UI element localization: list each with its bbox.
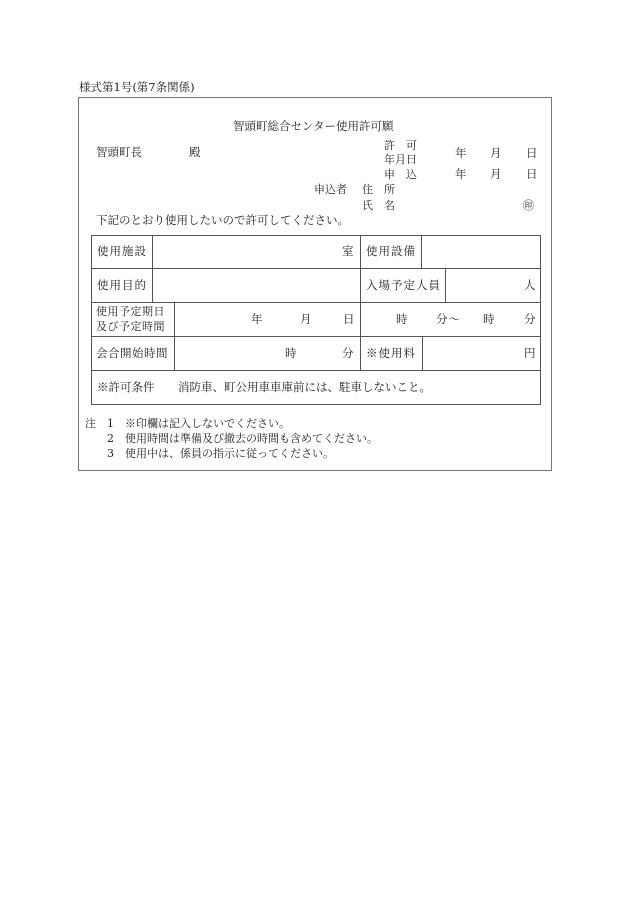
attendees-label: 入場予定人員 [366,278,441,292]
note-number: 3 [107,447,114,460]
addressee: 智頭町長 [96,145,142,159]
note-text: 使用時間は準備及び撤去の時間も含めてください。 [125,432,378,445]
permit-date-label-line2: 年月日 [384,153,417,166]
schedule-month-field[interactable]: 月 [300,312,313,326]
fee-label: ※使用料 [366,346,416,360]
purpose-label: 使用目的 [97,278,147,292]
application-month-field[interactable]: 月 [490,167,502,181]
application-date-label: 申 込 [384,168,417,181]
time-to-min-field[interactable]: 分 [524,312,537,326]
condition-label: ※許可条件 [97,380,155,394]
permit-year-field[interactable]: 年 [455,146,467,160]
form-number-label: 様式第1号(第7条関係) [79,80,195,94]
note-text: 使用中は、係員の指示に従ってください。 [125,447,334,460]
facility-unit: 室 [342,244,355,258]
time-from-min-field[interactable]: 分〜 [436,312,461,326]
time-to-hour-field[interactable]: 時 [483,312,496,326]
schedule-day-field[interactable]: 日 [343,312,356,326]
facility-label: 使用施設 [97,244,147,258]
seal-mark: ㊞ [523,199,534,212]
schedule-year-field[interactable]: 年 [251,312,264,326]
form-title: 智頭町総合センター使用許可願 [233,119,394,133]
facility-field[interactable] [153,236,360,268]
note-number: 2 [107,432,114,445]
equipment-label: 使用設備 [366,244,416,258]
note-text: ※印欄は記入しないでください。 [125,417,290,430]
permit-day-field[interactable]: 日 [526,146,538,160]
col-divider [174,302,175,370]
schedule-label-line2: 及び予定時間 [96,320,165,333]
application-year-field[interactable]: 年 [455,167,467,181]
equipment-field[interactable] [422,236,540,268]
start-min-field[interactable]: 分 [342,346,355,360]
honorific: 殿 [189,145,201,159]
fee-unit: 円 [524,346,537,360]
applicant-label: 申込者 [314,183,347,196]
condition-text: 消防車、町公用車車庫前には、駐車しないこと。 [178,380,431,394]
request-text: 下記のとおり使用したいので許可してください。 [96,213,349,227]
purpose-field[interactable] [153,269,360,302]
col-divider [360,235,361,370]
fee-field[interactable] [423,337,540,370]
permit-date-label-line1: 許 可 [384,139,417,152]
start-time-label: 会合開始時間 [96,346,168,360]
time-from-hour-field[interactable]: 時 [396,312,409,326]
application-day-field[interactable]: 日 [526,167,538,181]
notes-prefix: 注 [85,417,96,430]
schedule-label-line1: 使用予定期日 [96,305,165,318]
row-divider [91,370,541,371]
address-label: 住 所 [362,183,395,196]
attendees-unit: 人 [524,278,537,292]
name-label: 氏 名 [362,199,395,212]
note-number: 1 [107,417,114,430]
start-hour-field[interactable]: 時 [285,346,298,360]
row-divider [91,302,541,303]
permit-month-field[interactable]: 月 [490,146,502,160]
